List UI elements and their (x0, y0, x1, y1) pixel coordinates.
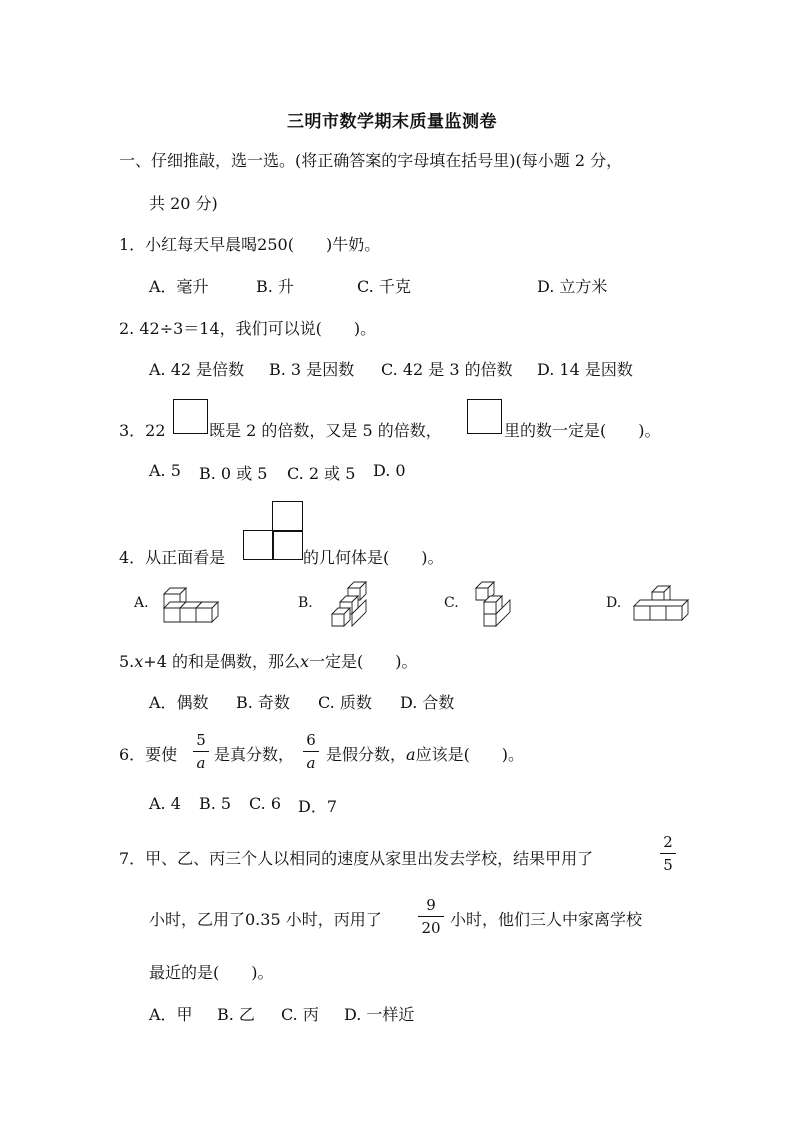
q2-option-b: B. 3 是因数 (269, 360, 355, 379)
q7-option-a: A．甲 (149, 1005, 193, 1024)
front-view-square-left (243, 530, 274, 560)
q5-option-a: A．偶数 (149, 693, 209, 712)
answer-box-1 (173, 399, 208, 434)
question-4-prefix: 4．从正面看是 (119, 548, 226, 567)
q4-option-d-cubes (632, 584, 690, 624)
question-5-text2: 一定是( )。 (309, 652, 418, 671)
question-7-line3: 最近的是( )。 (149, 963, 274, 982)
q6-option-a: A. 4 (149, 794, 181, 813)
q2-option-c: C. 42 是 3 的倍数 (381, 360, 513, 379)
question-5-text1: +4 的和是偶数，那么 (143, 652, 300, 671)
fraction-denominator: a (196, 754, 206, 772)
question-4-suffix: 的几何体是( )。 (303, 548, 444, 567)
fraction-numerator: 6 (306, 731, 316, 749)
variable-x-2: x (299, 652, 310, 671)
question-3-suffix: 里的数一定是( )。 (504, 421, 661, 440)
fraction-numerator: 9 (426, 896, 436, 914)
question-3-prefix: 3．22 (119, 421, 166, 440)
q1-option-d: D. 立方米 (537, 277, 608, 296)
q5-option-b: B. 奇数 (236, 693, 290, 712)
question-5-stem (119, 649, 418, 672)
q4-option-c-label: C. (444, 595, 459, 611)
q3-option-b: B. 0 或 5 (199, 464, 268, 483)
question-6-prefix: 6．要使 (119, 745, 178, 764)
question-6-tail-text: 应该是( )。 (415, 745, 525, 764)
section-heading-line1: 一、仔细推敲，选一选。(将正确答案的字母填在括号里)(每小题 2 分， (119, 151, 623, 170)
q4-option-b-cubes (330, 580, 370, 626)
question-2-stem: 2. 42÷3＝14，我们可以说( )。 (119, 319, 377, 338)
question-6-mid: 是真分数， (214, 745, 295, 764)
q3-option-a: A. 5 (149, 461, 181, 480)
q6-option-b: B. 5 (199, 794, 232, 813)
question-7-line2a: 小时，乙用了0.35 小时，丙用了 (149, 910, 382, 929)
answer-box-2 (467, 399, 502, 434)
fraction-6-over-a (303, 733, 319, 771)
q4-option-a-label: A. (134, 595, 149, 611)
fraction-numerator: 2 (663, 833, 673, 851)
fraction-5-over-a (193, 733, 209, 771)
q3-option-d: D. 0 (373, 461, 406, 480)
fraction-denominator: 20 (421, 919, 441, 937)
q5-option-d: D. 合数 (400, 693, 455, 712)
q1-option-b: B. 升 (256, 277, 294, 296)
fraction-denominator: a (306, 754, 316, 772)
q7-option-b: B. 乙 (217, 1005, 255, 1024)
q2-option-a: A. 42 是倍数 (149, 360, 245, 379)
q4-option-c-cubes (472, 580, 512, 628)
variable-a: a (406, 745, 416, 764)
front-view-square-top (272, 501, 303, 532)
q3-option-c: C. 2 或 5 (287, 464, 356, 483)
question-5-number: 5. (119, 652, 135, 671)
fraction-denominator: 5 (663, 856, 673, 874)
fraction-numerator: 5 (196, 731, 206, 749)
q1-option-a: A．毫升 (149, 277, 209, 296)
q6-option-c: C. 6 (249, 794, 282, 813)
question-7-line1: 7．甲、乙、丙三个人以相同的速度从家里出发去学校，结果甲用了 (119, 849, 594, 868)
page-title: 三明市数学期末质量监测卷 (287, 112, 497, 132)
q4-option-d-label: D. (606, 595, 622, 611)
q6-option-d: D．7 (298, 797, 338, 816)
question-7-line2b: 小时，他们三人中家离学校 (450, 910, 643, 929)
q4-option-b-label: B. (298, 595, 313, 611)
q7-option-c: C. 丙 (281, 1005, 319, 1024)
variable-x-1: x (134, 652, 144, 671)
question-1-stem: 1．小红每天早晨喝250( )牛奶。 (119, 235, 381, 254)
fraction-9-over-20 (418, 898, 444, 936)
q7-option-d: D. 一样近 (344, 1005, 415, 1024)
front-view-square-right (272, 530, 303, 560)
q5-option-c: C. 质数 (318, 693, 372, 712)
question-6-tail-pre: 是假分数， (326, 745, 407, 764)
question-6-tail (326, 742, 524, 765)
question-3-middle: 既是 2 的倍数，又是 5 的倍数， (209, 421, 442, 440)
fraction-2-over-5 (660, 835, 676, 873)
q1-option-c: C. 千克 (357, 277, 411, 296)
section-heading-line2: 共 20 分) (149, 194, 218, 213)
q2-option-d: D. 14 是因数 (537, 360, 633, 379)
q4-option-a-cubes (160, 584, 220, 624)
